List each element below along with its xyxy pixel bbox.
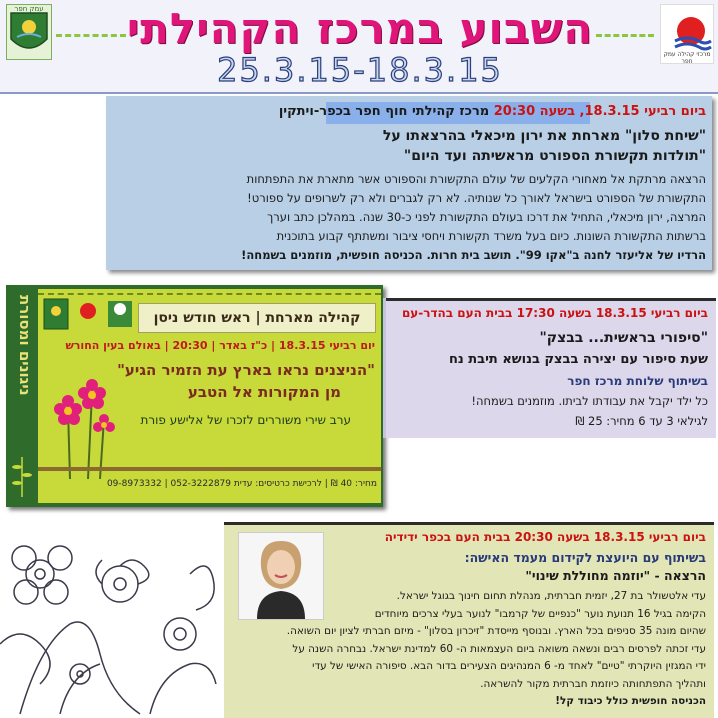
event1-body-line: התקשורת של הספורט בישראל לאורך כל שנותיה. לא רק לגברים ולא רק לשרופים על ספורט! bbox=[247, 191, 706, 205]
event-card-story-time bbox=[383, 298, 716, 438]
event2-price-line: לגילאי 3 עד 6 מחיר: 25 ₪ bbox=[575, 414, 708, 428]
event3-body-line: הקימה בגיל 16 תנועת נוער "כנפיים של קרמבו" לנוער בעלי צרכים מיוחדים bbox=[374, 607, 706, 620]
flyer-title-2: מן המקורות אל הטבע bbox=[187, 383, 341, 401]
event3-body-line: שהיום מונה 35 סניפים בכל הארץ. ובנוסף מייסדת "זיכרון בסלון" - מיזם חברתי לציון יום השואה. bbox=[286, 625, 706, 637]
event3-body-line: ותהליך התפתחותה כיוזמת חברתית מקור להשראה. bbox=[480, 677, 706, 690]
event3-body-line: ידי המגזין היוקרתי "טיים" לאחד מ- 6 המנהיגים הצעירים בדור הבא. סיפורה האישי של עדי bbox=[312, 660, 706, 672]
event-card-salon-talk bbox=[106, 96, 712, 270]
floral-outline-decoration bbox=[0, 514, 222, 718]
regional-council-logo bbox=[6, 4, 52, 60]
event2-date-time: ביום רביעי 18.3.15 בשעה 17:30 בבית העם בהדר-עם bbox=[401, 306, 708, 320]
event3-date-time: ביום רביעי 18.3.15 בשעה 20:30 בבית העם בכפר ידידיה bbox=[384, 530, 706, 544]
right-logo-label: מרכזי קהילה עמק חפר bbox=[663, 51, 711, 65]
event1-venue: מרכז קהילתי חוף חפר בכפר-ויתקין bbox=[278, 104, 490, 119]
event1-body-line: הרדיו של אליעזר לחנה ב"אקו 99". תושב בית חרות. הכניסה חופשית, מוזמנים בשמחה! bbox=[241, 248, 706, 262]
event3-description bbox=[287, 588, 706, 711]
flyer-subtitle: ערב שירי משוררים לזכרו של אלישע פורת bbox=[140, 413, 351, 427]
page-title: השבוע במרכז הקהילתי bbox=[126, 4, 594, 53]
flyer-side-strip bbox=[6, 285, 38, 507]
olive-branch-icon bbox=[10, 455, 34, 499]
flyer-footer: מחיר: 40 ₪ | לרכישת כרטיסים: עדית 052-3222879 | 09-8973332 bbox=[106, 479, 377, 489]
event1-body-line: הרצאה מרתקת אל מאחורי הקלעים של עולם התקשורת והספורט אשר מתארת את התפתחות bbox=[246, 172, 706, 186]
flyer-date-line: יום רביעי 18.3.15 | כ"ז באדר | 20:30 | באולם בעין החורש bbox=[65, 339, 375, 352]
event1-line1: "שיחת סלון" מארחת את ירון מיכאלי בהרצאתו על bbox=[382, 128, 706, 144]
event1-date-time: ביום רביעי 18.3.15, בשעה 20:30 bbox=[493, 104, 706, 119]
card-top-rule bbox=[224, 522, 714, 525]
event-flyer-poetry-evening bbox=[6, 285, 383, 507]
event3-body-line: הכניסה חופשית כולל כיבוד קל! bbox=[555, 695, 706, 707]
event1-line2: "תולדות תקשורת הספורט מראשיתה ועד היום" bbox=[403, 148, 706, 164]
event3-body-line: עדי זכתה לפרסים רבים ונשאה משואה ביום העצמאות ה- 60 למדינת ישראל. נבחרה השנה על bbox=[292, 642, 706, 655]
flyer-side-text: ניגונים ומסורת bbox=[16, 295, 34, 396]
header-banner bbox=[0, 0, 718, 94]
left-logo-label: עמק חפר bbox=[14, 5, 44, 13]
event1-body-line: ברשתות התקשורת השונות. כיום בעל משרד תקשורת ויחסי ציבור ומשתתף קבוע בתוכנית bbox=[276, 229, 706, 243]
event-card-lecture bbox=[224, 522, 714, 718]
flyer-title-quote: "הניצנים נראו בארץ עת הזמיר הגיע" bbox=[117, 361, 375, 379]
event2-title: "סיפורי בראשית... בבצק" bbox=[539, 330, 708, 346]
event1-body-line: המרצה, ירון מיכאלי, התחיל את דרכו בעולם התקשורת לפני כ-30 שנה. במהלכן כתב וערך bbox=[267, 210, 706, 224]
date-range: 25.3.15-18.3.15 bbox=[217, 51, 503, 89]
card-top-rule bbox=[386, 298, 716, 301]
flowers-illustration bbox=[48, 369, 118, 479]
event2-partner: בשיתוף שלוחת מרכז חפר bbox=[567, 374, 708, 388]
flyer-ground bbox=[38, 467, 381, 471]
flyer-header: קהילה מארחת | ראש חודש ניסן bbox=[153, 310, 361, 326]
flyer-body bbox=[38, 289, 381, 503]
event1-description bbox=[241, 170, 706, 265]
flyer-header-box bbox=[138, 303, 376, 333]
event2-subtitle: שעת סיפור עם יצירה בבצק בנושא תיבת נח bbox=[448, 352, 708, 367]
event1-header bbox=[279, 104, 706, 119]
flyer-logos bbox=[42, 297, 136, 331]
event3-partner: בשיתוף עם היועצת לקידום מעמד האישה: bbox=[464, 550, 706, 565]
community-center-logo bbox=[660, 4, 714, 64]
event3-title: הרצאה - "יוזמה מחוללת שינוי" bbox=[525, 568, 706, 583]
event3-body-line: עדי אלטשולר בת 27, יזמית חברתית, מנהלת תחום חינוך בגוגל ישראל. bbox=[396, 590, 706, 602]
event2-line1: כל ילד יקבל את עבודתו לביתו. מוזמנים בשמחה! bbox=[471, 394, 708, 408]
